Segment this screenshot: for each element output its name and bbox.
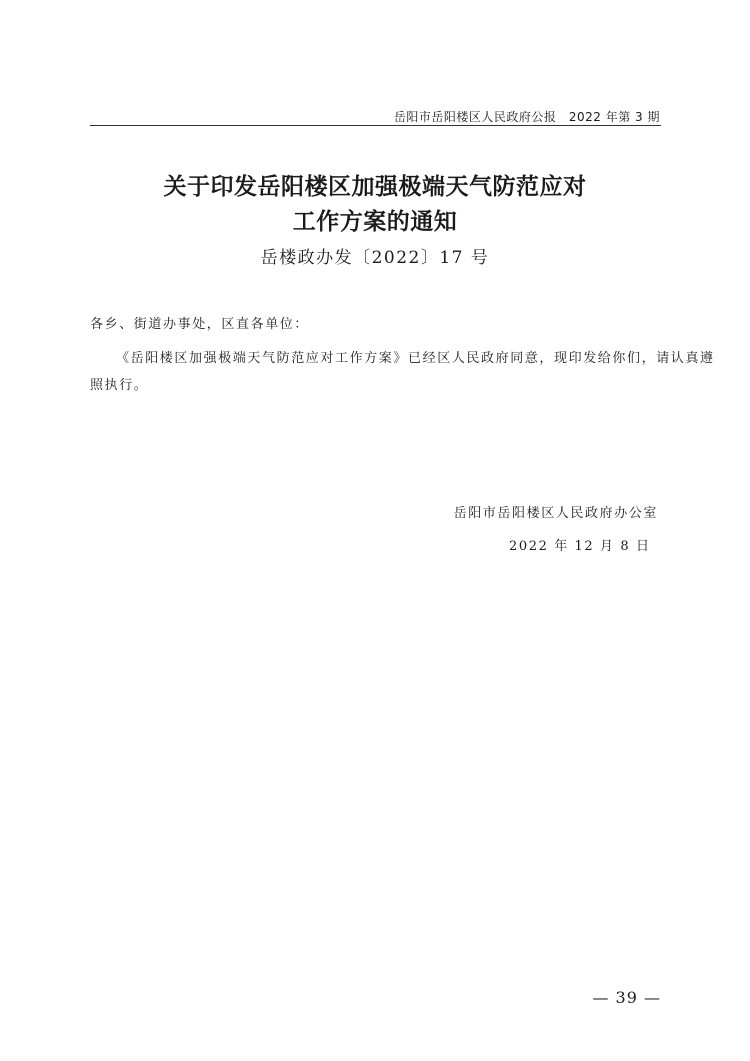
issuing-office: 岳阳市岳阳楼区人民政府办公室 <box>453 506 658 521</box>
body-paragraph-line-2: 照执行。 <box>90 378 149 393</box>
body-paragraph-line-1: 《岳阳楼区加强极端天气防范应对工作方案》已经区人民政府同意，现印发给你们，请认真遵 <box>116 351 715 366</box>
document-number: 岳楼政办发〔2022〕17 号 <box>260 248 490 268</box>
header-divider <box>90 125 661 126</box>
document-title-line-2: 工作方案的通知 <box>292 208 458 235</box>
page-number: — 39 — <box>592 988 661 1007</box>
issue-date: 2022 年 12 月 8 日 <box>509 539 651 554</box>
document-title-line-1: 关于印发岳阳楼区加强极端天气防范应对 <box>163 173 587 200</box>
bulletin-header: 岳阳市岳阳楼区人民政府公报 2022 年第 3 期 <box>393 110 660 124</box>
salutation: 各乡、街道办事处，区直各单位： <box>90 317 310 332</box>
